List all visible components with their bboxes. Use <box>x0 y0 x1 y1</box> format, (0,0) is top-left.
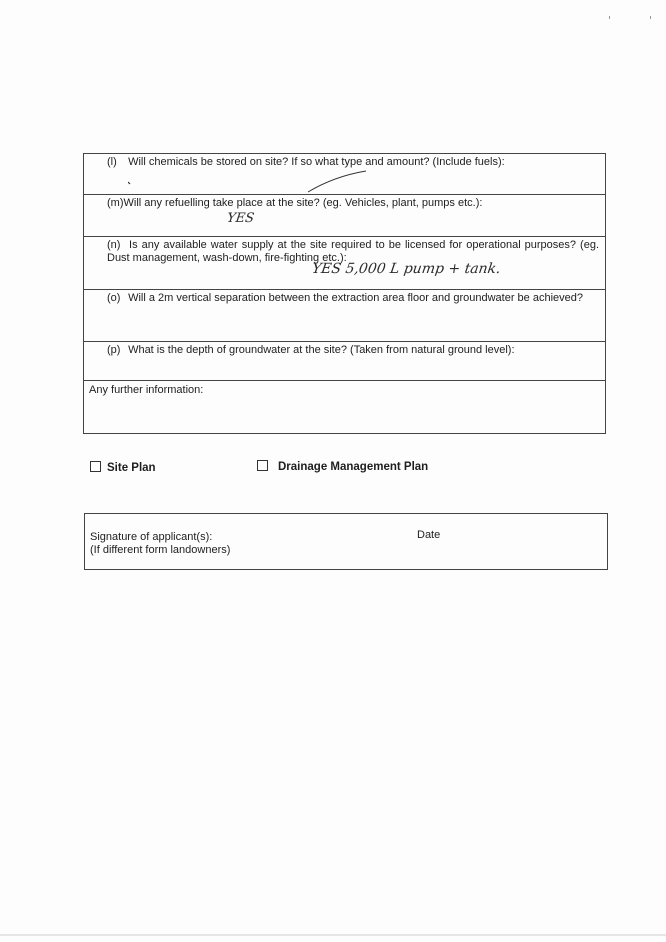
checkbox-icon[interactable] <box>257 460 268 471</box>
handwritten-answer: YES 5,000 L pump + tank. <box>310 261 502 277</box>
question-row-m <box>84 195 605 237</box>
scan-edge <box>0 934 666 936</box>
question-number: (p) <box>107 344 121 356</box>
checkbox-drainage-plan[interactable] <box>257 460 428 473</box>
checkbox-site-plan[interactable] <box>90 461 156 474</box>
signature-label <box>90 531 230 557</box>
questions-table <box>83 153 606 434</box>
signature-label-line1: Signature of applicant(s): <box>90 531 213 543</box>
checkbox-icon[interactable] <box>90 461 101 472</box>
question-row-l <box>84 154 605 195</box>
question-text <box>107 292 599 305</box>
handwritten-stroke <box>128 168 368 196</box>
question-label: Is any available water supply at the site required to be licensed for operational purposes? (eg. Dust management, wash-down, fire-fighting etc.): <box>107 239 599 264</box>
question-row-o <box>84 290 605 342</box>
question-number: (o) <box>107 292 121 304</box>
scan-speck <box>650 16 651 19</box>
question-row-n <box>84 237 605 290</box>
signature-box <box>84 513 608 570</box>
question-label: What is the depth of groundwater at the site? (Taken from natural ground level): <box>128 344 515 356</box>
handwritten-answer: YES <box>225 211 256 226</box>
date-label: Date <box>417 529 441 541</box>
question-row-p <box>84 342 605 381</box>
question-text <box>107 197 599 210</box>
question-text <box>107 344 599 357</box>
question-number: (n) <box>107 239 121 251</box>
question-number: (m) <box>107 197 124 209</box>
question-label: Will any refuelling take place at the site? (eg. Vehicles, plant, pumps etc.): <box>123 197 483 209</box>
further-information-label: Any further information: <box>89 384 204 396</box>
signature-label-line2: (If different form landowners) <box>90 544 231 556</box>
checkbox-label: Site Plan <box>107 462 156 474</box>
question-number: (l) <box>107 156 117 168</box>
scan-speck <box>609 16 610 19</box>
checkbox-label: Drainage Management Plan <box>278 461 429 473</box>
question-label: Will chemicals be stored on site? If so what type and amount? (Include fuels): <box>128 156 505 168</box>
question-label: Will a 2m vertical separation between the extraction area floor and groundwater be achieved? <box>128 292 583 304</box>
